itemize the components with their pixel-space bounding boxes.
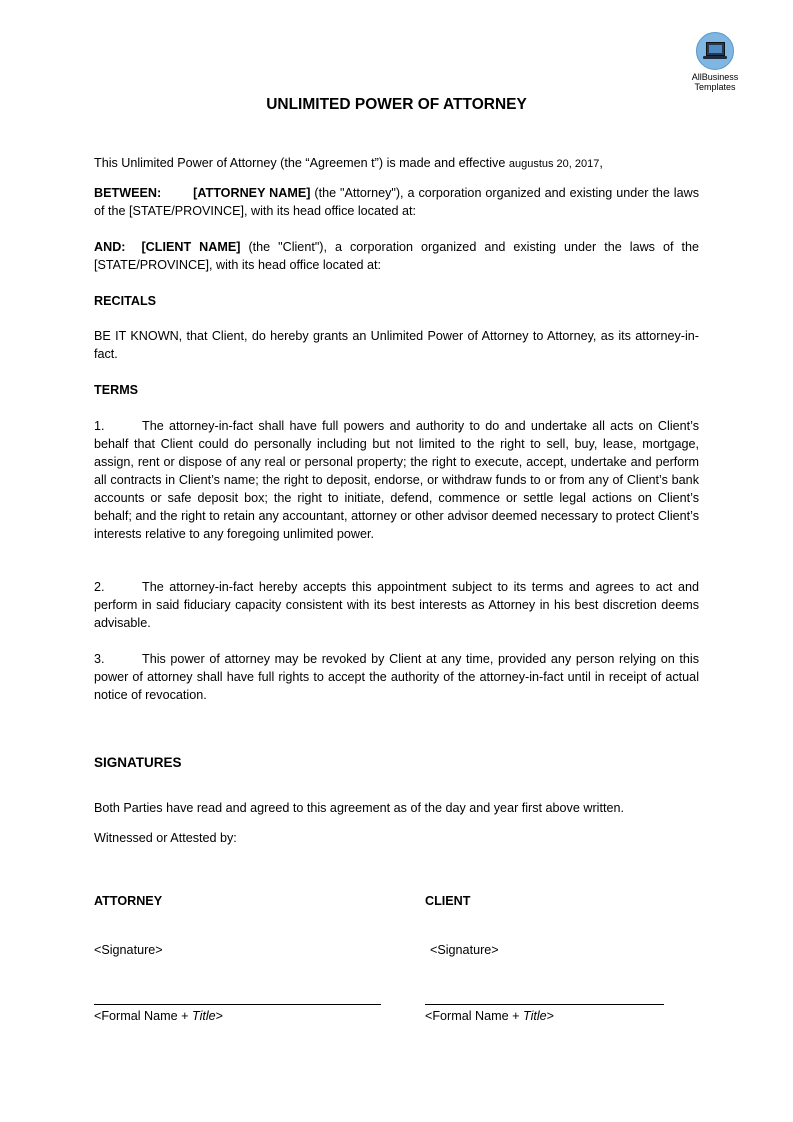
terms-heading: TERMS <box>94 383 139 397</box>
client-signature-placeholder: <Signature> <box>430 943 499 957</box>
client-signature-line <box>425 1004 664 1005</box>
term-number: 3. <box>94 652 105 666</box>
client-label: CLIENT <box>425 894 471 908</box>
intro-paragraph <box>94 154 699 173</box>
formal-name-text: <Formal Name + <box>425 1009 523 1023</box>
between-label: BETWEEN: <box>94 186 162 200</box>
formal-title-text: Title <box>191 1009 216 1023</box>
and-paragraph <box>94 238 699 274</box>
formal-title-text: Title <box>522 1009 547 1023</box>
client-name: [CLIENT NAME] <box>141 240 241 254</box>
attorney-formal-name <box>94 1007 223 1025</box>
term-item <box>94 417 699 543</box>
witnessed-text: Witnessed or Attested by: <box>94 831 237 845</box>
term-item <box>94 650 699 704</box>
recitals-heading: RECITALS <box>94 294 157 308</box>
term-item <box>94 578 699 632</box>
client-formal-name <box>425 1007 554 1025</box>
logo-text-line2: Templates <box>694 82 736 92</box>
formal-name-text: <Formal Name + <box>94 1009 192 1023</box>
intro-text: This Unlimited Power of Attorney (the “Agreemen t”) is made and effective <box>94 156 509 170</box>
term-number: 1. <box>94 419 105 433</box>
and-text: (the "Client"), a corporation organized and existing under the laws of the [STATE/PROVINCE], with its head office located at: <box>94 240 699 272</box>
between-paragraph <box>94 184 699 220</box>
document-title: UNLIMITED POWER OF ATTORNEY <box>266 96 527 113</box>
attorney-name: [ATTORNEY NAME] <box>193 186 311 200</box>
term-text: This power of attorney may be revoked by Client at any time, provided any person relying on this power of attorney shall have full rights to accept the authority of the attorney-in-fact until in receipt of actual notice of revocation. <box>94 652 699 702</box>
attorney-signature-placeholder: <Signature> <box>94 943 163 957</box>
term-number: 2. <box>94 580 105 594</box>
signatures-heading: SIGNATURES <box>94 755 182 770</box>
recitals-text: BE IT KNOWN, that Client, do hereby grants an Unlimited Power of Attorney to Attorney, as its attorney-in-fact. <box>94 329 699 361</box>
agreed-text: Both Parties have read and agreed to this agreement as of the day and year first above written. <box>94 801 624 815</box>
formal-close: > <box>546 1009 555 1023</box>
term-text: The attorney-in-fact shall have full powers and authority to do and undertake all acts on Client’s behalf that Client could do personally including but not limited to the right to sell, buy, lease, mortgage, assign, rent or dispose of any real or personal property; the right to execute, accept, undertake and perform all contracts in Client’s name; the right to deposit, endorse, or withdraw funds to or from any of Client’s bank accounts or safe deposit box; the right to initiate, defend, commence or settle legal actions on Client’s behalf; and the right to retain any accountant, attorney or other advisor deemed necessary to protect Client’s interests relative to any foregoing unlimited power. <box>94 419 699 541</box>
and-label: AND: <box>94 240 126 254</box>
intro-end: , <box>599 156 603 170</box>
logo-text-line1: AllBusiness <box>691 72 739 82</box>
allbusiness-logo <box>686 32 744 92</box>
formal-close: > <box>215 1009 224 1023</box>
between-text: (the "Attorney"), a corporation organized and existing under the laws of the [STATE/PROVINCE], with its head office located at: <box>94 186 699 218</box>
attorney-signature-line <box>94 1004 381 1005</box>
term-text: The attorney-in-fact hereby accepts this appointment subject to its terms and agrees to act and perform in said fiduciary capacity consistent with its best interests as Attorney in his best discretion deems advisable. <box>94 580 699 630</box>
laptop-icon <box>696 32 734 70</box>
attorney-label: ATTORNEY <box>94 894 163 908</box>
effective-date: augustus 20, 2017 <box>508 158 600 170</box>
